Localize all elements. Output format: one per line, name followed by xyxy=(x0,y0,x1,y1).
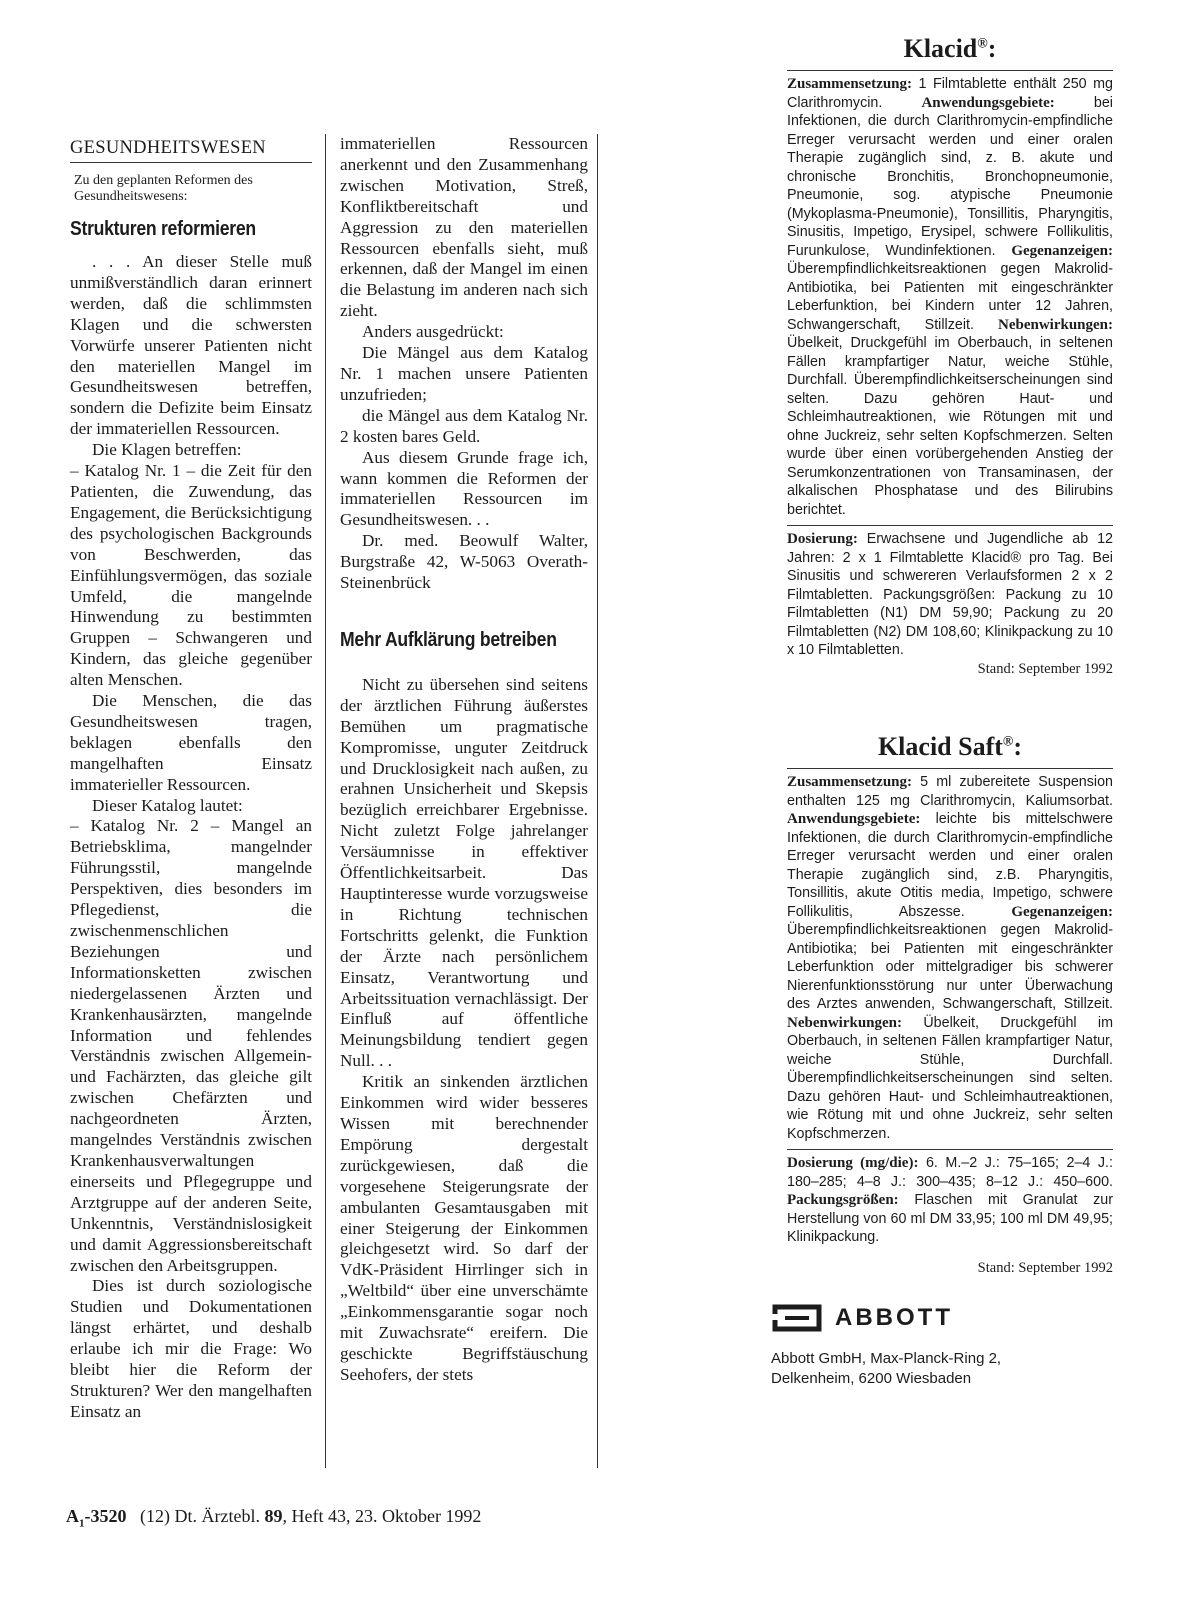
company-logo xyxy=(771,1303,1113,1333)
article-body xyxy=(70,252,312,1423)
paragraph: Die Mängel aus dem Katalog Nr. 1 machen unsere Patienten unzufrieden; xyxy=(340,343,588,404)
article-left-column xyxy=(70,138,312,1423)
letter-body xyxy=(340,134,588,594)
section-rubric: GESUNDHEITSWESEN xyxy=(70,138,312,163)
paragraph: – Katalog Nr. 2 – Mangel an Betriebsklima, mangelnder Führungsstil, mangelnde Perspektiven, dies besonders im Pflegedienst, die zwischenmenschlichen Beziehungen und Informationsketten zwischen niedergelassenen Ärzten und Krankenhausärzten, mangelnde Information und fehlendes Verständnis zwischen Allgemein- und Fachärzten, das gleiche gilt zwischen Chefärzten und nachgeordneten Ärzten, mangelndes Verständnis zwischen Krankenhausverwaltungen einerseits und Pflegegruppe und Arztgruppe auf der anderen Seite, Unkenntnis, Verständnislosigkeit und damit Aggressionsbereitschaft zwischen den Arbeitsgruppen. xyxy=(70,816,312,1275)
letter-body xyxy=(340,675,588,1386)
column-divider xyxy=(325,134,326,1468)
article-headline: Mehr Aufklärung betreiben xyxy=(340,628,557,651)
page-footer xyxy=(66,1506,481,1530)
company-address: Abbott GmbH, Max-Planck-Ring 2, Delkenheim, 6200 Wiesbaden xyxy=(771,1350,1002,1387)
stand-date: Stand: September 1992 xyxy=(977,1259,1113,1276)
volume-number: 89 xyxy=(264,1506,283,1526)
article-middle-column xyxy=(340,134,588,1386)
dosage-info: Dosierung (mg/die): 6. M.–2 J.: 75–165; 2–4 J.: 180–285; 4–8 J.: 300–435; 8–12 J.: 450–600. Packungsgrößen: Flaschen mit Granulat zur Herstellung von 60 ml DM 33,95; 100 ml DM 49,95; Klinikpackung. Stand: September 1992 xyxy=(787,1155,1113,1276)
issue-date: , Heft 43, 23. Oktober 1992 xyxy=(282,1506,482,1526)
paragraph: Nicht zu übersehen sind seitens der ärztlichen Führung äußerstes Bemühen um pragmatische Kompromisse, unguter Zeitdruck und Drucklosigkeit nach außen, zu erahnen Unsicherheit und Skepsis bezüglich erreichbarer Ergebnisse. Nicht zuletzt Folge jahrelanger Versäumnisse in effektiver Öffentlichkeitsarbeit. Das Hauptinteresse wurde vorzugsweise in Richtung technischen Fortschritts gelenkt, die Funktion der Ärzte nach persönlichem Einsatz, Verantwortung und Arbeitssituation vernachlässigt. Der Einfluß auf öffentliche Meinungsbildung tendiert gegen Null. . . xyxy=(340,674,588,1071)
abbott-logo-icon xyxy=(771,1303,823,1333)
journal-citation: (12) Dt. Ärztebl. xyxy=(140,1506,260,1526)
product-title: Klacid®: xyxy=(903,34,997,63)
page-number: $A_1-3520$ xyxy=(66,1506,127,1530)
article-subline: Zu den geplanten Reformen des Gesundheitswesens: xyxy=(74,173,253,204)
advertisement-column xyxy=(771,34,1113,1389)
article-headline: Strukturen reformieren xyxy=(70,218,256,240)
product-title: Klacid Saft®: xyxy=(877,732,1023,761)
paragraph: Dieser Katalog lautet: xyxy=(92,795,243,815)
paragraph: – Katalog Nr. 1 – die Zeit für den Patienten, die Zuwendung, das Engagement, die Berücksichtigung des psychologischen Backgrounds von Beschwerden, das Einfühlungsvermögen, das soziale Umfeld, die mangelnde Hinwendung zu bestimmten Gruppen – Schwangeren und Kindern, das gleiche gegenüber alten Menschen. xyxy=(70,461,312,690)
company-name: ABBOTT xyxy=(835,1304,953,1331)
paragraph: Aus diesem Grunde frage ich, wann kommen die Reformen der immateriellen Ressourcen im Gesundheitswesen. . . xyxy=(340,447,588,530)
paragraph: Die Klagen betreffen: xyxy=(92,440,242,460)
paragraph: Kritik an sinkenden ärztlichen Einkommen wird wider besseres Wissen mit berechnender Empörung dergestalt zurückgewiesen, daß die vorgesehene Steigerungsrate der ambulanten Gesamtausgaben mit einer Steigerung der Einkommen gleichgesetzt wird. So darf der VdK-Präsident Hirrlinger sich in „Weltbild“ über eine unverschämte „Einkommensgarantie sogar noch mit Zuwachsrate“ ereifern. Die geschickte Begriffstäuschung Seehofers, der stets xyxy=(340,1072,588,1384)
product-info: Zusammensetzung: 5 ml zubereitete Suspension enthalten 125 mg Clarithromycin, Kaliumsorbat. Anwendungsgebiete: leichte bis mittelschwere Infektionen, die durch Clarithromycin-empfindliche Erreger verursacht werden und einer oralen Therapie zugänglich sind, z.B. Pharyngitis, Tonsillitis, akute Otitis media, Impetigo, schwere Follikulitis, Abszesse. Gegenanzeigen: Überempfindlichkeitsreaktionen gegen Makrolid-Antibiotika; bei Patienten mit eingeschränkter Leberfunktion oder mittelgradiger bis schwerer Nierenfunktionsstörung nur unter Überwachung des Arztes anwenden, Schwangerschaft, Stillzeit. Nebenwirkungen: Übelkeit, Druckgefühl im Oberbauch, in seltenen Fällen krampfartiger Natur, weiche Stühle, Durchfall. Überempfindlichkeitserscheinungen sind selten. Dazu gehören Haut- und Schleimhautreaktionen, wie Rötung mit und ohne Juckreiz, sehr selten Kopfschmerzen. xyxy=(787,774,1113,1142)
paragraph: Die Menschen, die das Gesundheitswesen tragen, beklagen ebenfalls den mangelhaften Einsatz immaterieller Ressourcen. xyxy=(70,691,312,794)
product-info: Zusammensetzung: 1 Filmtablette enthält 250 mg Clarithromycin. Anwendungsgebiete: bei Infektionen, die durch Clarithromycin-empfindliche Erreger verursacht werden und einer oralen Therapie zugänglich sind, z. B. akute und chronische Bronchitis, Bronchopneumonie, Pneumonie, sog. atypische Pneumonie (Mykoplasma-Pneumonie), Tonsillitis, Pharyngitis, Sinusitis, Impetigo, Erysipel, schwere Follikulitis, Furunkulose, Wundinfektionen. Gegenanzeigen: Überempfindlichkeitsreaktionen gegen Makrolid-Antibiotika, bei Patienten mit eingeschränkter Leberfunktion, bei Kindern unter 12 Jahren, Schwangerschaft, Stillzeit. Nebenwirkungen: Übelkeit, Druckgefühl im Oberbauch, in seltenen Fällen krampfartiger Natur, weiche Stühle, Durchfall. Überempfindlichkeitserscheinungen sind selten. Dazu gehören Haut- und Schleimhautreaktionen, wie Rötungen mit und ohne Juckreiz, sehr selten Kopfschmerzen. Selten wurde über einen vorübergehenden Anstieg der Serumkonzentrationen von Transaminasen, der alkalischen Phosphatase und des Bilirubins berichtet. xyxy=(787,76,1113,518)
paragraph: immateriellen Ressourcen anerkennt und den Zusammenhang zwischen Motivation, Streß, Konfliktbereitschaft und Aggression zu den materiellen Ressourcen ebenfalls sieht, muß erkennen, daß der Mangel im einen die Belastung im anderen nach sich zieht. xyxy=(340,134,588,321)
paragraph: . . . An dieser Stelle muß unmißverständlich daran erinnert werden, daß die schlimmsten Klagen und die schwersten Vorwürfe unserer Patienten nicht den materiellen Mangel im Gesundheitswesen betreffen, sondern die Defizite beim Einsatz der immateriellen Ressourcen. xyxy=(70,252,312,439)
dosage-info: Dosierung: Erwachsene und Jugendliche ab 12 Jahren: 2 x 1 Filmtablette Klacid® pro Tag. Bei Sinusitis und schwereren Verlaufsformen 2 x 2 Filmtabletten. Packungsgrößen: Packung zu 10 Filmtabletten (N1) DM 59,90; Packung zu 20 Filmtabletten (N2) DM 108,60; Klinikpackung zu 10 x 10 Filmtabletten. Stand: September 1992 xyxy=(787,531,1113,677)
letter-signature: Dr. med. Beowulf Walter, Burgstraße 42, W-5063 Overath-Steinenbrück xyxy=(340,531,588,593)
paragraph: Dies ist durch soziologische Studien und Dokumentationen längst erhärtet, und deshalb erlaube ich mir die Frage: Wo bleibt hier die Reform der Strukturen? Wer den mangelhaften Einsatz an xyxy=(70,1276,312,1421)
stand-date: Stand: September 1992 xyxy=(977,660,1113,677)
paragraph: die Mängel aus dem Katalog Nr. 2 kosten bares Geld. xyxy=(340,405,588,446)
column-divider xyxy=(597,134,598,1468)
paragraph: Anders ausgedrückt: xyxy=(362,322,504,342)
